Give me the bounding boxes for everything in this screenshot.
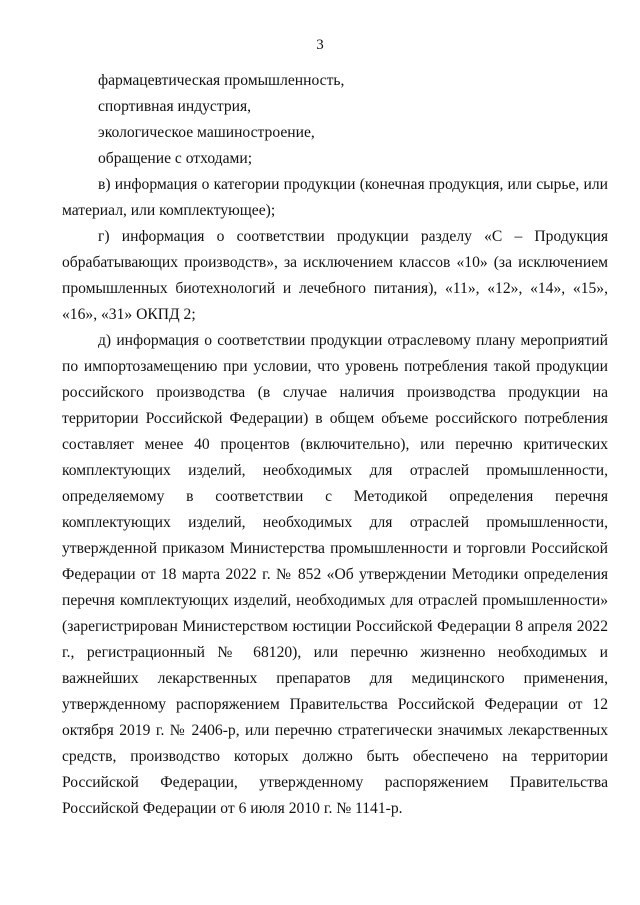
document-body [62,68,608,822]
paragraph-d-import-substitution: д) информация о соответствии продукции отраслевому плану мероприятий по импортозамещению при условии, что уровень потребления такой продукции российского производства (в случае наличия производства продукции на территории Российской Федерации) в общем объеме российского потребления составляет менее 40 процентов (включительно), или перечню критических комплектующих изделий, необходимых для отраслей промышленности, определяемому в соответствии с Методикой определения перечня комплектующих изделий, необходимых для отраслей промышленности, утвержденной приказом Министерства промышленности и торговли Российской Федерации от 18 марта 2022 г. № 852 «Об утверждении Методики определения перечня комплектующих изделий, необходимых для отраслей промышленности» (зарегистрирован Министерством юстиции Российской Федерации 8 апреля 2022 г., регистрационный № 68120), или перечню жизненно необходимых и важнейших лекарственных препаратов для медицинского применения, утвержденному распоряжением Правительства Российской Федерации от 12 октября 2019 г. № 2406-р, или перечню стратегически значимых лекарственных средств, производство которых должно быть обеспечено на территории Российской Федерации, утвержденному распоряжением Правительства Российской Федерации от 6 июля 2010 г. № 1141-р. [62,332,608,817]
list-item-sports-industry: спортивная индустрия, [98,98,252,115]
paragraph-v-product-category: в) информация о категории продукции (конечная продукция, или сырье, или материал, или комплектующее); [62,176,608,219]
list-item-pharmaceutical: фармацевтическая промышленность, [98,72,345,89]
list-item-ecological-engineering: экологическое машиностроение, [98,124,315,141]
paragraph-g-okpd-section: г) информация о соответствии продукции разделу «С – Продукция обрабатывающих производств», за исключением классов «10» (за исключением промышленных биотехнологий и лечебного питания), «11», «12», «14», «15», «16», «31» ОКПД 2; [62,228,608,323]
page-number: 3 [316,37,324,53]
list-item-waste-management: обращение с отходами; [98,150,253,167]
